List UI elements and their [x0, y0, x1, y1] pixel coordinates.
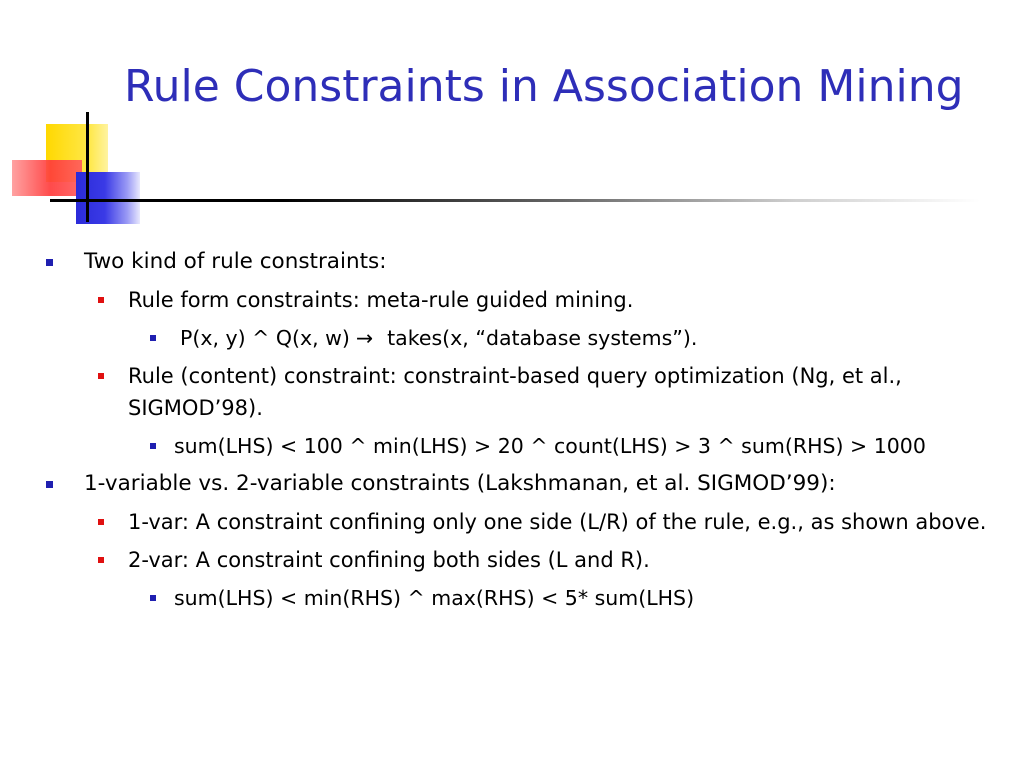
bullet-text: Two kind of rule constraints:	[84, 249, 387, 274]
square-bullet-icon	[46, 259, 53, 266]
bullet-item-level2	[0, 506, 1024, 538]
square-bullet-icon	[46, 481, 53, 488]
square-bullet-icon	[150, 595, 156, 601]
square-bullet-icon	[98, 557, 104, 563]
bullet-text: 1-var: A constraint confining only one side (L/R) of the rule, e.g., as shown above.	[128, 510, 987, 534]
square-bullet-icon	[98, 519, 104, 525]
square-bullet-icon	[150, 335, 156, 341]
bullet-item-level2	[0, 544, 1024, 576]
bullet-item-level3	[0, 322, 1024, 354]
bullet-text: Rule (content) constraint: constraint-based query optimization (Ng, et al., SIGMOD’98).	[128, 364, 902, 420]
formula-right: takes(x, “database systems”).	[387, 326, 698, 350]
bullet-item-level3	[0, 582, 1024, 614]
bullet-item-level1	[0, 468, 1024, 500]
bullet-text: 1-variable vs. 2-variable constraints (Lakshmanan, et al. SIGMOD’99):	[84, 471, 836, 496]
bullet-item-level2	[0, 284, 1024, 316]
bullet-text: sum(LHS) < min(RHS) ^ max(RHS) < 5* sum(LHS)	[174, 586, 695, 610]
bullet-list	[0, 246, 1024, 620]
slide-title: Rule Constraints in Association Mining	[124, 61, 964, 112]
bullet-item-level2	[0, 360, 1024, 424]
bullet-item-level1	[0, 246, 1024, 278]
title-underline	[50, 199, 980, 202]
bullet-item-level3	[0, 430, 1024, 462]
bullet-text: 2-var: A constraint confining both sides (L and R).	[128, 548, 650, 572]
square-bullet-icon	[98, 297, 104, 303]
logo-red-bar	[12, 160, 82, 196]
logo-vertical-line	[86, 112, 89, 222]
square-bullet-icon	[98, 373, 104, 379]
bullet-text: sum(LHS) < 100 ^ min(LHS) > 20 ^ count(LHS) > 3 ^ sum(RHS) > 1000	[174, 434, 926, 458]
formula-left: P(x, y) ^ Q(x, w)	[180, 326, 350, 350]
bullet-text: Rule form constraints: meta-rule guided mining.	[128, 288, 634, 312]
right-arrow-icon: →	[355, 326, 374, 350]
square-bullet-icon	[150, 443, 156, 449]
